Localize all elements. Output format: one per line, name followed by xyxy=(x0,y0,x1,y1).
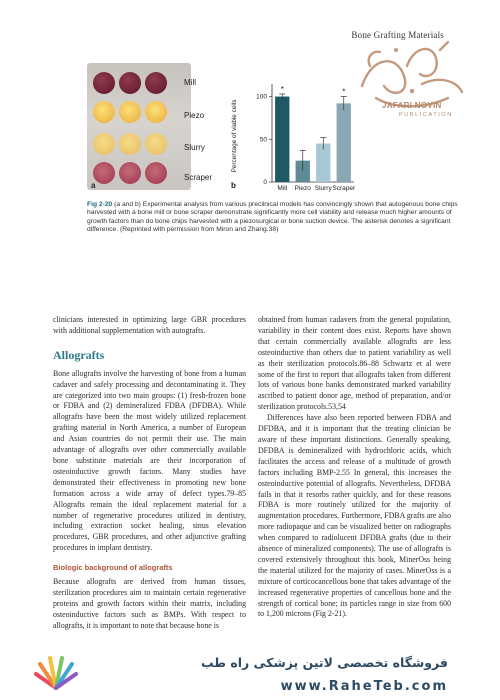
well-piezo-3 xyxy=(145,101,167,123)
significance-asterisk-mill: * xyxy=(280,84,284,94)
panel-letter-a: a xyxy=(91,181,96,190)
bar-mill xyxy=(275,97,289,182)
well-mill-3 xyxy=(145,72,167,94)
x-tick-label-mill: Mill xyxy=(277,185,288,192)
footer-url: www.RaheTeb.com xyxy=(280,679,448,694)
bar-scraper xyxy=(337,103,351,182)
well-mill-2 xyxy=(119,72,141,94)
well-mill-1 xyxy=(93,72,115,94)
viability-bar-chart xyxy=(228,78,358,196)
y-tick-label-0: 0 xyxy=(263,179,267,186)
y-tick-label-2: 100 xyxy=(256,93,267,101)
left-para-1: clinicians interested in optimizing large GBR procedures with additional supplementation with autografts. xyxy=(53,315,246,335)
right-para-2: Differences have also been reported between FDBA and DFDBA, and it is important that the treating clinician be aware of these important distinctions. Generally speaking, DFDBA is demineralized with hydrochloric acids, which facilitates the access and release of a multitude of growth factors including BMP-2.55 In general, this increases the osteoinductive potential of allografts. Nevertheless, DFDBA fails in that it resorbs rather quickly, and for these reasons FDBA is more routinely utilized for the majority of augmentation procedures. Furthermore, FDBA grafts are also more radiopaque and can be visualized better on radiographs when compared to radiolucent DFDBA grafts (due to their absence of mineralized components). The use of allografts is covered extensively throughout this book, MinerOss being the material utilized for the majority of cases. MinerOss is a mixture of corticocancellous bone that takes advantage of the increased regenerative properties of cancellous bone and the strength of cortical bone; its particles range in size from 600 to 1,200 microns (Fig 2-21). xyxy=(258,413,451,619)
row-label-slurry: Slurry xyxy=(184,143,205,152)
left-para-3: Because allografts are derived from human tissues, sterilization procedures aim to maintain certain regenerative proteins and growth factors within their matrix, including osteoinductive factors such as BMPs. With respect to allografts, it is important to note that because bone is xyxy=(53,577,246,630)
row-label-piezo: Piezo xyxy=(184,111,205,120)
well-piezo-1 xyxy=(93,101,115,123)
wells-photo xyxy=(87,63,191,190)
well-slurry-1 xyxy=(93,133,115,155)
well-scraper-2 xyxy=(119,162,141,184)
left-column xyxy=(53,315,246,632)
section-heading-allografts: Allografts xyxy=(53,347,105,362)
well-scraper-1 xyxy=(93,162,115,184)
right-column xyxy=(258,315,451,620)
significance-asterisk-scraper: * xyxy=(342,87,346,97)
fan-logo-icon xyxy=(30,652,82,692)
y-tick-label-1: 50 xyxy=(259,136,267,144)
x-tick-label-slurry: Slurry xyxy=(314,185,332,192)
caption-text: (a and b) Experimental analysis from various preclinical models has convincingly shown that autogenous bone chips harvested with a bone mill or bone scraper demonstrate significantly more cell viability and release much higher amounts of growth factors than do bone chips harvested with a piezosurgical or bone suction device. The asterisk denotes a significant difference. (Reprinted with permission from Miron and Zhang.38) xyxy=(87,201,458,234)
well-piezo-2 xyxy=(119,101,141,123)
panel-letter-b: b xyxy=(231,181,236,190)
subsection-heading-biologic: Biologic background of allografts xyxy=(53,563,173,573)
well-slurry-3 xyxy=(145,133,167,155)
row-label-mill: Mill xyxy=(184,78,196,87)
row-label-scraper: Scraper xyxy=(184,173,213,182)
x-tick-label-piezo: Piezo xyxy=(294,185,311,192)
well-slurry-2 xyxy=(119,133,141,155)
left-para-2: Bone allografts involve the harvesting of bone from a human cadaver and safely processing and decontaminating it. They are categorized into two main groups: (1) fresh-frozen bone or FDBA and (2) demineralized FDBA (DFDBA). While allografts have been the most widely utilized replacement grafting material in North America, a number of European and Asian countries do not permit their use. The main advantage of allografts over other commercially available bone substitute materials are their incorporation of osteoinductive growth factors. Many studies have demonstrated their effectiveness in promoting new bone formation across a wide array of defect types.79–85 Allografts remain the ideal replacement material for a number of regenerative procedures utilized in dentistry, including extraction socket healing, sinus elevation procedures, GBR procedures, and other adjunctive grafting procedures in implant dentistry. xyxy=(53,368,246,553)
y-axis-label: Percentage of viable cells xyxy=(231,99,238,173)
x-tick-label-scraper: Scraper xyxy=(332,185,356,192)
right-para-1: obtained from human cadavers from the general population, variability in their content does exist. Reports have shown that certain commercially available allografts are less osteoinductive than others due to patient variability as well as their sterilization protocols.86–88 Schwartz et al were some of the first to report that allografts taken from different lots of various bone banks demonstrated marked variability ascribed to patient donor age, method of preparation, and/or sterilization protocols.53,54 xyxy=(258,315,451,412)
caption-figure-label: Fig 2-20 xyxy=(87,201,113,208)
figure-caption xyxy=(87,201,471,235)
logo-name: JAFARI NOVIN xyxy=(382,101,442,110)
footer-store-name: فروشگاه تخصصی لاتین پزشکی راه طب xyxy=(200,655,448,670)
logo-subtitle: PUBLICATION xyxy=(399,112,453,118)
running-head: Bone Grafting Materials xyxy=(351,30,444,40)
well-scraper-3 xyxy=(145,162,167,184)
